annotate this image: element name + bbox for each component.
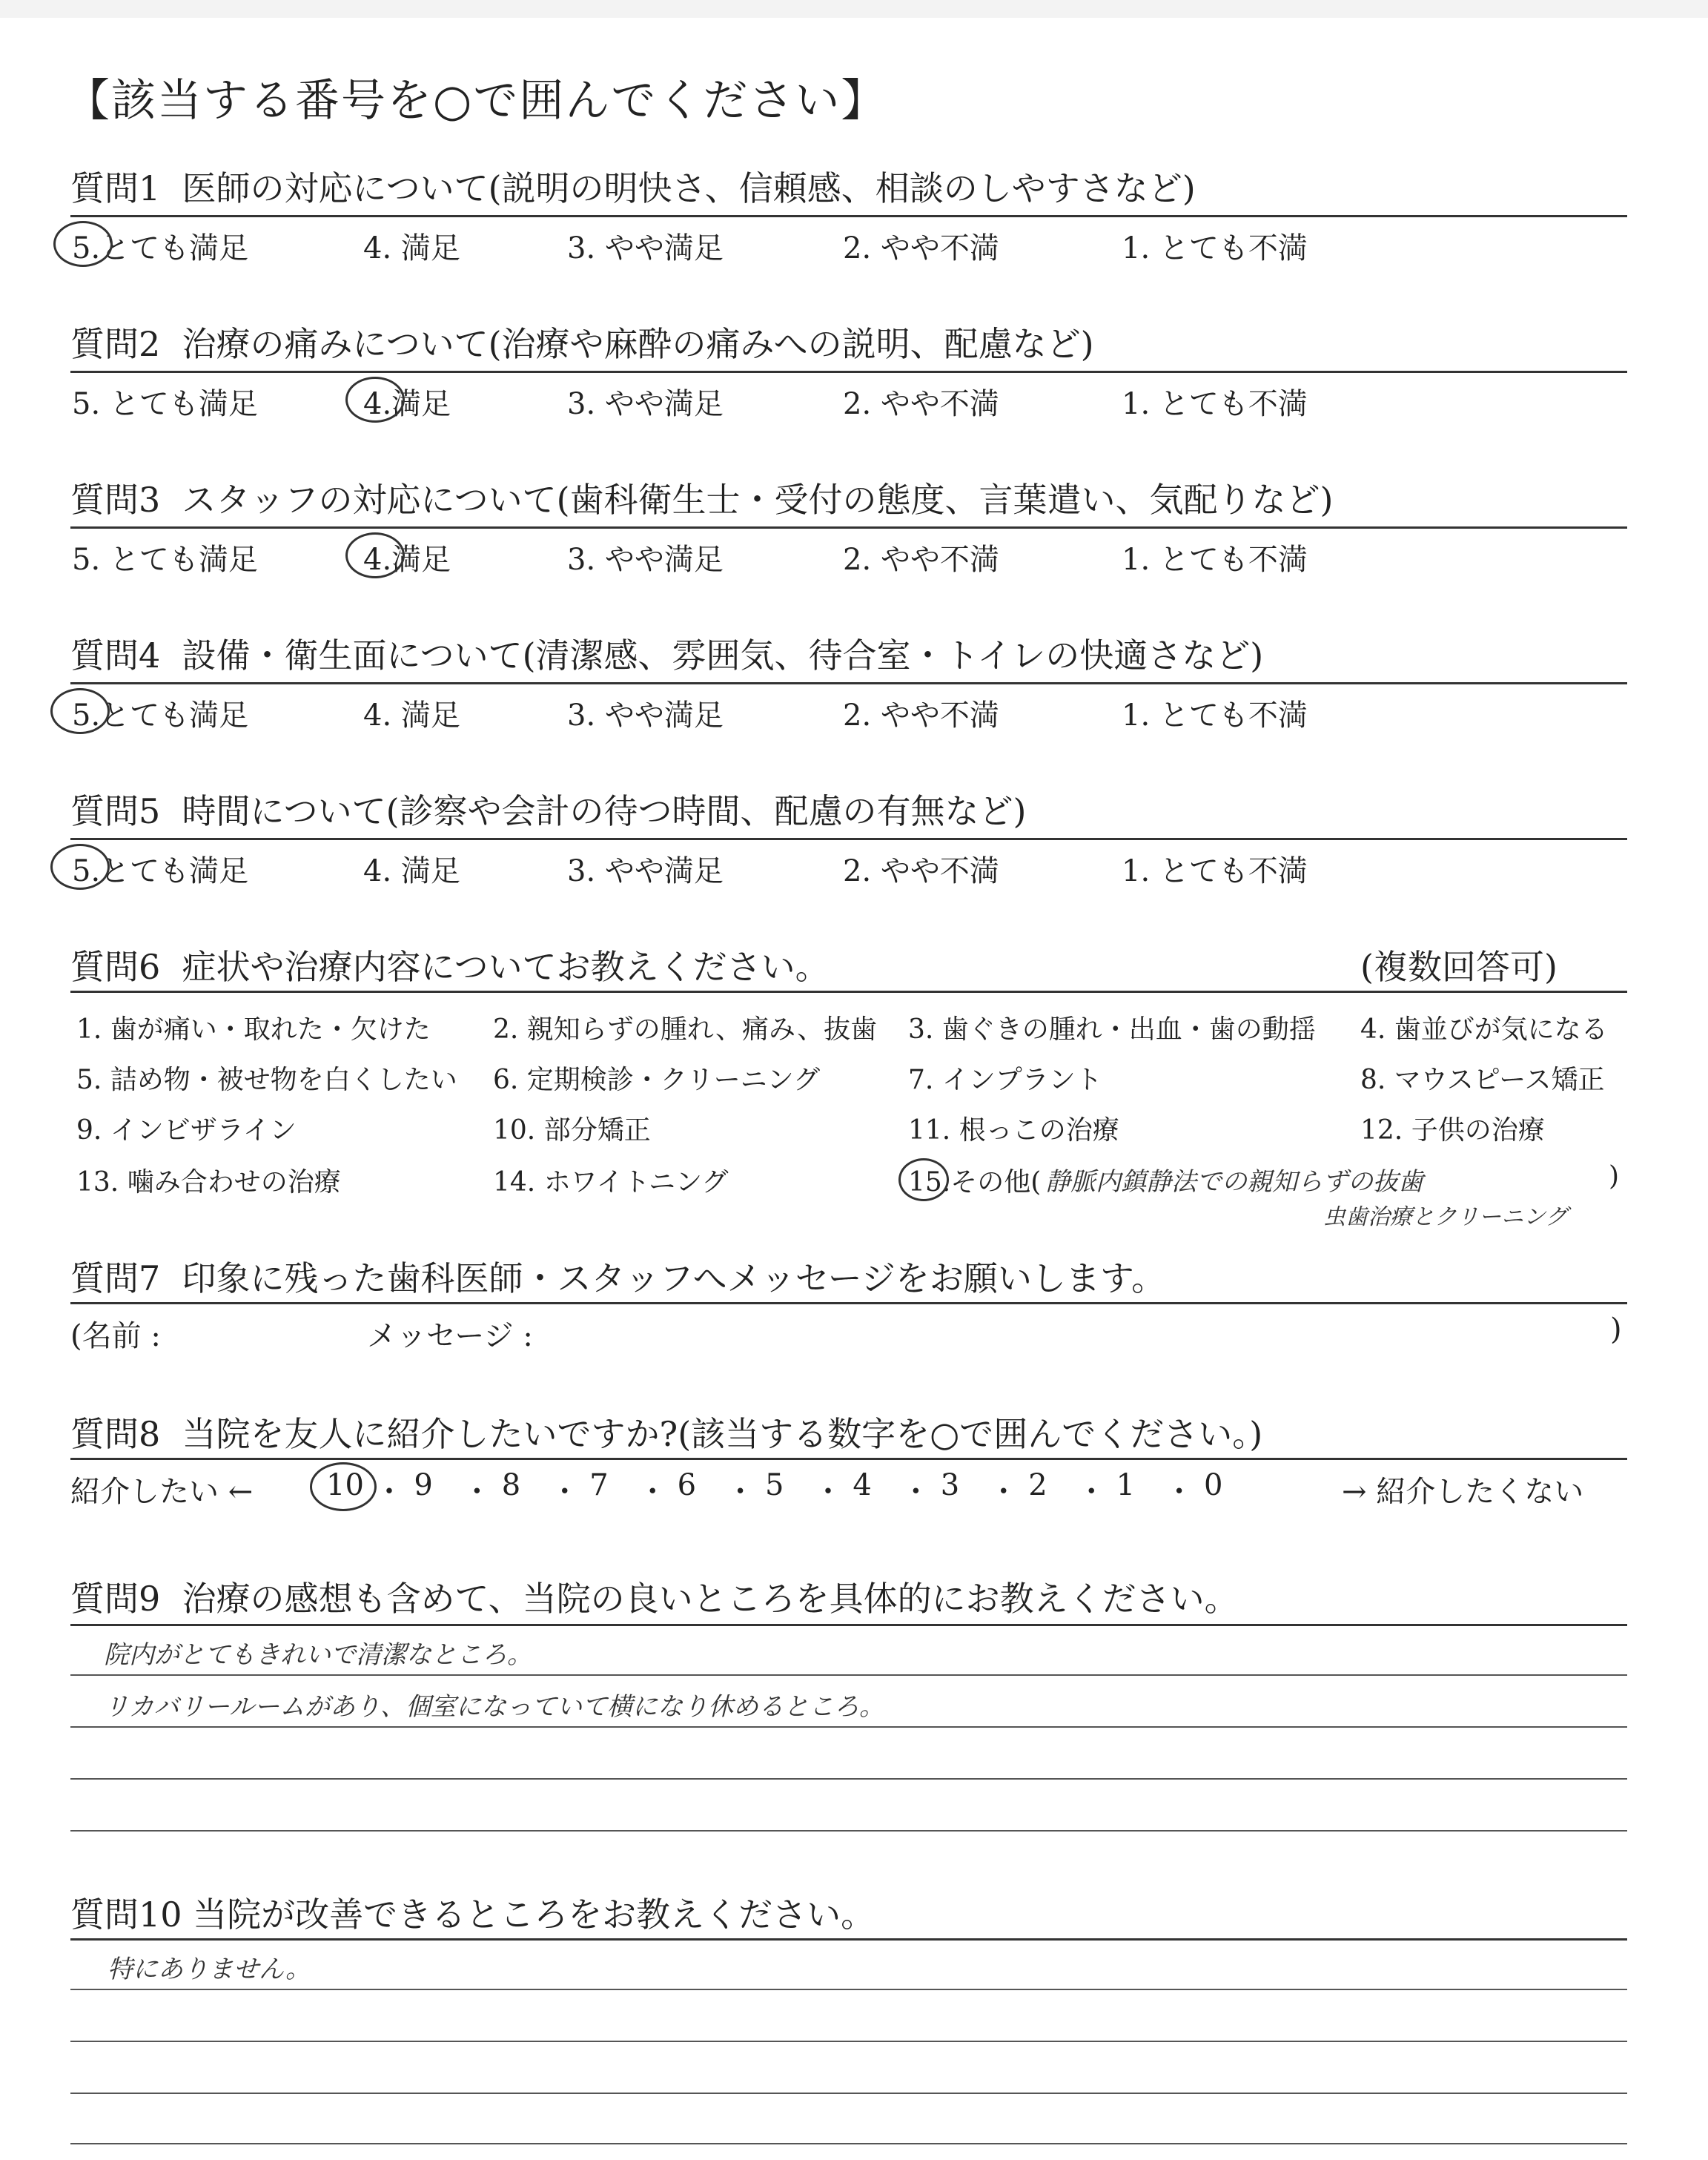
- question-text: 当院を友人に紹介したいですか?(該当する数字を○で囲んでください。): [182, 1414, 1263, 1454]
- q6-option-7[interactable]: 7. インプラント: [908, 1065, 1102, 1095]
- selection-circle: [53, 221, 113, 267]
- scale-value-5[interactable]: 5: [765, 1468, 784, 1502]
- question-label: 質問8: [70, 1414, 161, 1454]
- answer-line: [70, 1674, 1627, 1676]
- option-1[interactable]: 1. とても不満: [1122, 854, 1308, 888]
- scale-value-7[interactable]: 7: [589, 1468, 609, 1502]
- q6-option-11[interactable]: 11. 根っこの治療: [908, 1115, 1119, 1146]
- scale-separator: ・: [1164, 1475, 1194, 1509]
- scale-separator: ・: [462, 1475, 492, 1509]
- option-5[interactable]: 5.とても満足: [72, 854, 249, 888]
- question-label: 質問9: [70, 1579, 161, 1619]
- question-label: 質問3: [70, 480, 161, 520]
- answer-line: [70, 1778, 1627, 1780]
- q6-option-15-other[interactable]: 15.その他(: [908, 1167, 1042, 1198]
- question-text: 治療の痛みについて(治療や麻酔の痛みへの説明、配慮など): [182, 324, 1094, 364]
- multiple-answers-note: (複数回答可): [1360, 947, 1558, 987]
- q6-option-2[interactable]: 2. 親知らずの腫れ、痛み、抜歯: [493, 1014, 878, 1045]
- option-4[interactable]: 4. 満足: [363, 231, 460, 265]
- question-label: 質問7: [70, 1258, 161, 1298]
- handwritten-answer: リカバリールームがあり、個室になっていて横になり休めるところ。: [104, 1692, 884, 1722]
- divider: [70, 682, 1627, 684]
- q6-option-3[interactable]: 3. 歯ぐきの腫れ・出血・歯の動揺: [908, 1014, 1316, 1045]
- option-4[interactable]: 4. 満足: [363, 854, 460, 888]
- option-2[interactable]: 2. やや不満: [843, 231, 999, 265]
- message-close-paren: ): [1610, 1312, 1622, 1347]
- question-label: 質問10: [70, 1895, 182, 1935]
- answer-line: [70, 2041, 1627, 2042]
- scan-top-band: [0, 0, 1708, 18]
- question-text: 医師の対応について(説明の明快さ、信頼感、相談のしやすさなど): [182, 168, 1196, 208]
- q6-option-6[interactable]: 6. 定期検診・クリーニング: [493, 1065, 821, 1095]
- scale-value-0[interactable]: 0: [1204, 1468, 1223, 1502]
- option-3[interactable]: 3. やや満足: [567, 543, 724, 577]
- option-2[interactable]: 2. やや不満: [843, 698, 999, 733]
- message-field-label: メッセージ :: [367, 1319, 533, 1353]
- scale-value-9[interactable]: 9: [414, 1468, 433, 1502]
- option-4[interactable]: 4. 満足: [363, 698, 460, 733]
- option-4[interactable]: 4.満足: [363, 543, 451, 577]
- option-5[interactable]: 5. とても満足: [72, 387, 258, 421]
- question-label: 質問4: [70, 635, 161, 676]
- handwritten-other-line2: 虫歯治療とクリーニング: [1323, 1204, 1568, 1230]
- selection-circle: [898, 1158, 949, 1201]
- page-title: 【該当する番号を○で囲んでください】: [65, 75, 887, 127]
- question-text: スタッフの対応について(歯科衛生士・受付の態度、言葉遣い、気配りなど): [182, 480, 1334, 520]
- option-2[interactable]: 2. やや不満: [843, 854, 999, 888]
- scale-value-8[interactable]: 8: [501, 1468, 521, 1502]
- selection-circle: [310, 1462, 377, 1511]
- option-3[interactable]: 3. やや満足: [567, 854, 724, 888]
- q6-option-13[interactable]: 13. 噛み合わせの治療: [76, 1167, 341, 1198]
- divider: [70, 1302, 1627, 1304]
- scale-value-6[interactable]: 6: [677, 1468, 697, 1502]
- question-label: 質問2: [70, 324, 161, 364]
- option-2[interactable]: 2. やや不満: [843, 387, 999, 421]
- scale-value-1[interactable]: 1: [1116, 1468, 1136, 1502]
- option-5[interactable]: 5.とても満足: [72, 698, 249, 733]
- divider: [70, 1458, 1627, 1460]
- q6-option-9[interactable]: 9. インビザライン: [76, 1115, 297, 1146]
- selection-circle: [345, 532, 405, 578]
- divider: [70, 1938, 1627, 1941]
- option-5[interactable]: 5. とても満足: [72, 543, 258, 577]
- q6-option-4[interactable]: 4. 歯並びが気になる: [1360, 1014, 1608, 1045]
- answer-line: [70, 2093, 1627, 2094]
- question-text: 設備・衛生面について(清潔感、雰囲気、待合室・トイレの快適さなど): [182, 635, 1264, 676]
- scale-value-10[interactable]: 10: [326, 1468, 364, 1502]
- scale-separator: ・: [1076, 1475, 1107, 1509]
- option-2[interactable]: 2. やや不満: [843, 543, 999, 577]
- option-1[interactable]: 1. とても不満: [1122, 543, 1308, 577]
- question-text: 当院が改善できるところをお教えください。: [193, 1895, 875, 1935]
- recommend-left-label: 紹介したい ←: [70, 1475, 254, 1509]
- q6-option-12[interactable]: 12. 子供の治療: [1360, 1115, 1545, 1146]
- scale-separator: ・: [988, 1475, 1019, 1509]
- scale-separator: ・: [813, 1475, 843, 1509]
- handwritten-answer: 特にありません。: [107, 1955, 311, 1984]
- question-text: 時間について(診察や会計の待つ時間、配慮の有無など): [182, 791, 1027, 831]
- name-field-label: (名前 :: [70, 1319, 161, 1353]
- q6-option-10[interactable]: 10. 部分矯正: [493, 1115, 651, 1146]
- divider: [70, 215, 1627, 217]
- scale-value-2[interactable]: 2: [1028, 1468, 1047, 1502]
- scale-value-3[interactable]: 3: [940, 1468, 960, 1502]
- divider: [70, 838, 1627, 840]
- handwritten-other-line1: 静脈内鎮静法での親知らずの抜歯: [1045, 1167, 1423, 1197]
- question-label: 質問6: [70, 947, 161, 987]
- other-close-paren: ): [1609, 1161, 1620, 1192]
- answer-line: [70, 1989, 1627, 1990]
- divider: [70, 371, 1627, 373]
- q6-option-14[interactable]: 14. ホワイトニング: [493, 1167, 729, 1198]
- option-5[interactable]: 5.とても満足: [72, 231, 249, 265]
- answer-line: [70, 1830, 1627, 1832]
- recommend-right-label: → 紹介したくない: [1342, 1475, 1584, 1509]
- q6-option-1[interactable]: 1. 歯が痛い・取れた・欠けた: [76, 1014, 431, 1045]
- selection-circle: [345, 377, 405, 423]
- scale-separator: ・: [638, 1475, 668, 1509]
- option-1[interactable]: 1. とても不満: [1122, 231, 1308, 265]
- q6-option-8[interactable]: 8. マウスピース矯正: [1360, 1065, 1605, 1095]
- scale-separator: ・: [725, 1475, 755, 1509]
- scale-separator: ・: [549, 1475, 580, 1509]
- answer-line: [70, 2143, 1627, 2144]
- option-3[interactable]: 3. やや満足: [567, 698, 724, 733]
- divider: [70, 991, 1627, 993]
- question-label: 質問1: [70, 168, 161, 208]
- option-1[interactable]: 1. とても不満: [1122, 387, 1308, 421]
- divider: [70, 1624, 1627, 1626]
- option-3[interactable]: 3. やや満足: [567, 231, 724, 265]
- question-text: 症状や治療内容についてお教えください。: [182, 947, 830, 987]
- scale-value-4[interactable]: 4: [853, 1468, 872, 1502]
- question-label: 質問5: [70, 791, 161, 831]
- q6-option-5[interactable]: 5. 詰め物・被せ物を白くしたい: [76, 1065, 457, 1095]
- handwritten-answer: 院内がとてもきれいで清潔なところ。: [104, 1640, 532, 1670]
- scale-separator: ・: [901, 1475, 931, 1509]
- selection-circle: [50, 844, 110, 890]
- divider: [70, 526, 1627, 529]
- answer-line: [70, 1726, 1627, 1728]
- question-text: 印象に残った歯科医師・スタッフへメッセージをお願いします。: [182, 1258, 1166, 1298]
- question-text: 治療の感想も含めて、当院の良いところを具体的にお教えください。: [182, 1579, 1239, 1619]
- selection-circle: [50, 688, 110, 734]
- option-4[interactable]: 4.満足: [363, 387, 451, 421]
- option-3[interactable]: 3. やや満足: [567, 387, 724, 421]
- scale-separator: ・: [374, 1475, 404, 1509]
- option-1[interactable]: 1. とても不満: [1122, 698, 1308, 733]
